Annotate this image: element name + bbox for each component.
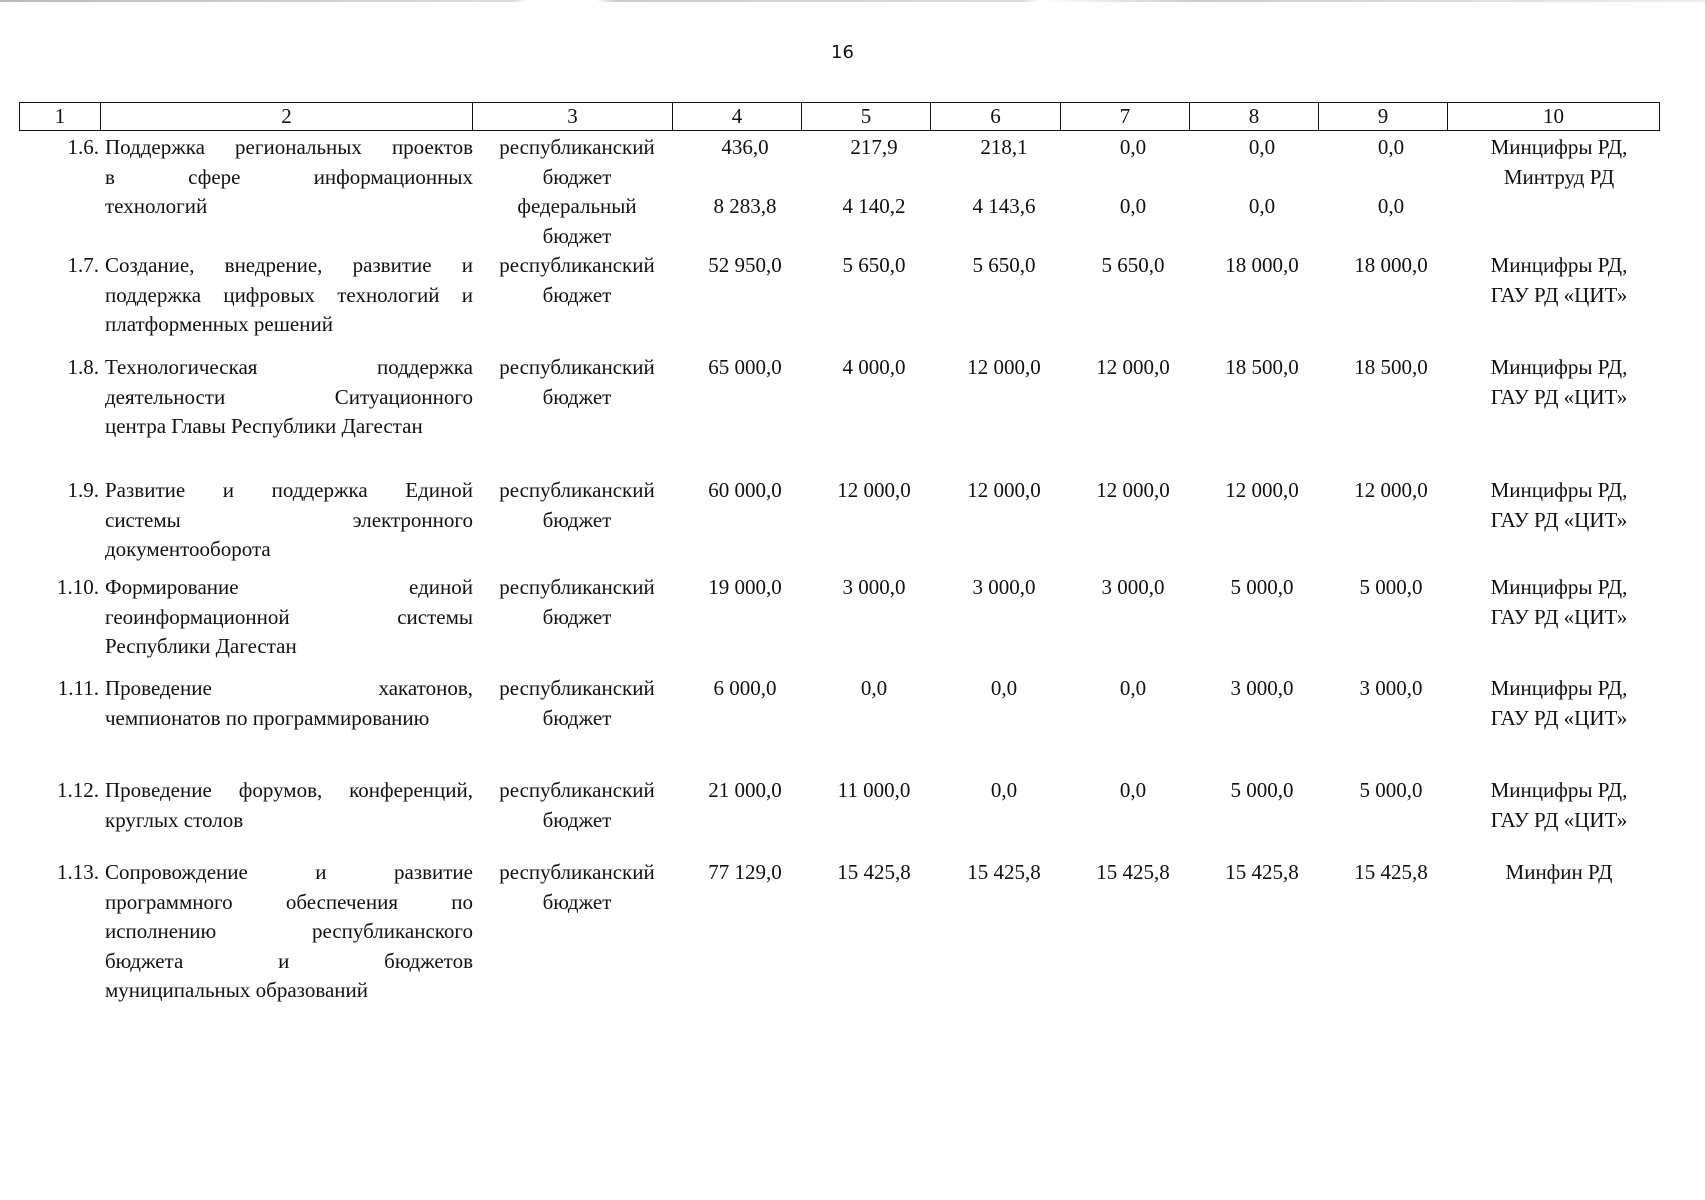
- amount-value: 0,0: [1119, 135, 1147, 159]
- measure-name-line: Развитие и поддержка Единой: [105, 478, 473, 502]
- row-number: 1.13.: [57, 860, 99, 884]
- amount-value: 0,0: [860, 676, 888, 700]
- amount-value: 12 000,0: [1354, 478, 1428, 502]
- funding-source-line: бюджет: [542, 282, 612, 307]
- funding-source-label: [481, 776, 673, 835]
- measure-name-line: Проведение форумов, конференций,: [105, 778, 473, 802]
- measure-name-line: деятельности Ситуационного: [105, 384, 473, 409]
- measure-name-line: муниципальных образований: [105, 978, 368, 1002]
- amount-value: 0,0: [990, 778, 1018, 802]
- amount-value: 15 425,8: [1354, 860, 1428, 884]
- amount-cell: [1327, 133, 1455, 251]
- amount-cell: [1069, 776, 1197, 835]
- measure-name-line: системы электронного: [105, 507, 473, 532]
- amount-value: 0,0: [990, 676, 1018, 700]
- amount-cell: [1198, 353, 1326, 412]
- amount-value: 18 000,0: [1225, 253, 1299, 277]
- measure-name-line: геоинформационной системы: [105, 604, 473, 629]
- amount-value: 11 000,0: [837, 778, 911, 802]
- funding-source-line: республиканский: [499, 355, 655, 379]
- responsible-line: Минфин РД: [1505, 860, 1613, 884]
- amount-value: 3 000,0: [1101, 575, 1165, 599]
- amount-value: 52 950,0: [708, 253, 782, 277]
- amount-value: 21 000,0: [708, 778, 782, 802]
- amount-value: 0,0: [1119, 194, 1147, 218]
- amount-cell: [681, 573, 809, 632]
- funding-source-line: бюджет: [542, 604, 612, 629]
- row-number: 1.9.: [67, 478, 99, 502]
- amount-cell: [681, 674, 809, 733]
- amount-cell: [681, 476, 809, 535]
- amount-value: 5 000,0: [1359, 778, 1423, 802]
- responsible-line: Минцифры РД,: [1490, 778, 1628, 802]
- funding-source-label: [481, 133, 673, 192]
- responsible-line: Минтруд РД: [1503, 164, 1615, 189]
- amount-value: 0,0: [1377, 194, 1405, 218]
- amount-cell: [1069, 353, 1197, 412]
- funding-source-line: республиканский: [499, 575, 655, 599]
- measure-name: [105, 133, 473, 222]
- amount-cell: [810, 858, 938, 917]
- column-header-cell: 6: [931, 103, 1061, 131]
- amount-value: 4 143,6: [972, 194, 1036, 218]
- column-header-cell: 4: [673, 103, 802, 131]
- amount-cell: [810, 573, 938, 632]
- responsible-line: Минцифры РД,: [1490, 253, 1628, 277]
- funding-source-label: [481, 858, 673, 917]
- amount-cell: [681, 133, 809, 251]
- funding-source-line: республиканский: [499, 778, 655, 802]
- amount-value: 12 000,0: [967, 355, 1041, 379]
- amount-value: 217,9: [850, 135, 898, 159]
- amount-cell: [810, 674, 938, 733]
- amount-value: 3 000,0: [842, 575, 906, 599]
- amount-value: 5 650,0: [842, 253, 906, 277]
- column-header-cell: 10: [1448, 103, 1660, 131]
- measure-name: [105, 858, 473, 1006]
- amount-cell: [1327, 858, 1455, 917]
- column-header-row: [20, 103, 1660, 131]
- responsible-line: ГАУ РД «ЦИТ»: [1490, 507, 1628, 532]
- amount-value: 5 000,0: [1230, 575, 1294, 599]
- funding-source-line: республиканский: [499, 253, 655, 277]
- amount-cell: [1198, 476, 1326, 535]
- amount-value: 3 000,0: [1359, 676, 1423, 700]
- amount-cell: [940, 476, 1068, 535]
- amount-value: 15 425,8: [1225, 860, 1299, 884]
- responsible-line: Минцифры РД,: [1490, 676, 1628, 700]
- amount-value: 5 650,0: [1101, 253, 1165, 277]
- measure-name-line: Поддержка региональных проектов: [105, 135, 473, 159]
- measure-name-line: центра Главы Республики Дагестан: [105, 414, 423, 438]
- amount-value: 18 500,0: [1225, 355, 1299, 379]
- amount-cell: [810, 476, 938, 535]
- measure-name: [105, 353, 473, 442]
- funding-source-line: республиканский: [499, 676, 655, 700]
- column-header-cell: 5: [802, 103, 931, 131]
- responsible-party: [1461, 858, 1657, 888]
- responsible-party: [1461, 476, 1657, 535]
- amount-value: 18 000,0: [1354, 253, 1428, 277]
- funding-source-label: [481, 251, 673, 310]
- funding-source-line: республиканский: [499, 135, 655, 159]
- amount-cell: [1327, 476, 1455, 535]
- amount-cell: [1198, 133, 1326, 251]
- funding-source: [481, 674, 673, 733]
- measure-name-line: исполнению республиканского: [105, 919, 473, 943]
- funding-source-line: республиканский: [499, 860, 655, 884]
- responsible-line: ГАУ РД «ЦИТ»: [1490, 282, 1628, 307]
- row-number: 1.6.: [67, 135, 99, 159]
- funding-source: [481, 776, 673, 835]
- measure-name-line: платформенных решений: [105, 312, 333, 336]
- column-header-cell: 2: [101, 103, 473, 131]
- amount-value: 8 283,8: [713, 194, 777, 218]
- measure-name-line: в сфере информационных: [105, 164, 473, 189]
- funding-source-label: [481, 476, 673, 535]
- funding-source: [481, 476, 673, 535]
- amount-cell: [940, 858, 1068, 917]
- funding-source-label: [481, 192, 673, 251]
- funding-source: [481, 251, 673, 310]
- amount-value: 5 650,0: [972, 253, 1036, 277]
- funding-source-line: бюджет: [542, 384, 612, 409]
- funding-source-label: [481, 353, 673, 412]
- amount-value: 3 000,0: [1230, 676, 1294, 700]
- amount-value: 12 000,0: [967, 478, 1041, 502]
- column-header-cell: 1: [20, 103, 101, 131]
- responsible-party: [1461, 776, 1657, 835]
- amount-value: 6 000,0: [713, 676, 777, 700]
- column-header-cell: 9: [1319, 103, 1448, 131]
- amount-cell: [1327, 573, 1455, 632]
- amount-value: 12 000,0: [1096, 355, 1170, 379]
- amount-cell: [1198, 674, 1326, 733]
- measure-name-line: Формирование единой: [105, 575, 473, 599]
- amount-value: 4 140,2: [842, 194, 906, 218]
- column-header-table: [19, 102, 1660, 131]
- row-number: 1.8.: [67, 355, 99, 379]
- responsible-party: [1461, 353, 1657, 412]
- measure-name-line: документооборота: [105, 537, 271, 561]
- amount-value: 5 000,0: [1359, 575, 1423, 599]
- amount-value: 60 000,0: [708, 478, 782, 502]
- responsible-line: ГАУ РД «ЦИТ»: [1490, 604, 1628, 629]
- funding-source: [481, 133, 673, 251]
- measure-name-line: круглых столов: [105, 807, 244, 832]
- amount-cell: [810, 353, 938, 412]
- amount-cell: [1327, 353, 1455, 412]
- amount-cell: [940, 573, 1068, 632]
- responsible-line: ГАУ РД «ЦИТ»: [1490, 807, 1628, 832]
- amount-cell: [940, 776, 1068, 835]
- amount-value: 218,1: [980, 135, 1028, 159]
- amount-value: 5 000,0: [1230, 778, 1294, 802]
- amount-cell: [681, 776, 809, 835]
- measure-name-line: программного обеспечения по: [105, 889, 473, 914]
- amount-value: 65 000,0: [708, 355, 782, 379]
- row-number: 1.11.: [57, 676, 99, 700]
- amount-cell: [1069, 858, 1197, 917]
- amount-cell: [1198, 573, 1326, 632]
- amount-value: 15 425,8: [967, 860, 1041, 884]
- amount-value: 19 000,0: [708, 575, 782, 599]
- scan-edge: [0, 0, 1705, 2]
- funding-source-line: бюджет: [542, 223, 612, 248]
- responsible-line: Минцифры РД,: [1490, 355, 1628, 379]
- amount-value: 0,0: [1119, 778, 1147, 802]
- funding-source-line: республиканский: [499, 478, 655, 502]
- responsible-party: [1461, 251, 1657, 310]
- responsible-line: Минцифры РД,: [1490, 478, 1628, 502]
- funding-source: [481, 573, 673, 632]
- amount-cell: [1327, 674, 1455, 733]
- responsible-party: [1461, 133, 1657, 192]
- measure-name-line: Республики Дагестан: [105, 634, 297, 658]
- measure-name-line: чемпионатов по программированию: [105, 705, 430, 730]
- amount-cell: [1069, 251, 1197, 310]
- funding-source-line: бюджет: [542, 705, 612, 730]
- measure-name: [105, 251, 473, 340]
- amount-cell: [1198, 776, 1326, 835]
- amount-value: 77 129,0: [708, 860, 782, 884]
- funding-source-label: [481, 674, 673, 733]
- amount-value: 4 000,0: [842, 355, 906, 379]
- funding-source: [481, 858, 673, 917]
- amount-value: 18 500,0: [1354, 355, 1428, 379]
- responsible-line: Минцифры РД,: [1490, 575, 1628, 599]
- amount-cell: [681, 251, 809, 310]
- responsible-party: [1461, 674, 1657, 733]
- amount-value: 0,0: [1248, 194, 1276, 218]
- amount-cell: [681, 353, 809, 412]
- amount-cell: [1069, 476, 1197, 535]
- measure-name-line: технологий: [105, 194, 208, 218]
- row-number: 1.12.: [57, 778, 99, 802]
- amount-value: 15 425,8: [1096, 860, 1170, 884]
- amount-value: 0,0: [1119, 676, 1147, 700]
- measure-name-line: Проведение хакатонов,: [105, 676, 473, 700]
- funding-source-line: бюджет: [542, 889, 612, 914]
- funding-source-line: бюджет: [542, 164, 612, 189]
- amount-cell: [940, 133, 1068, 251]
- measure-name-line: Создание, внедрение, развитие и: [105, 253, 473, 277]
- measure-name: [105, 674, 473, 733]
- amount-cell: [1069, 573, 1197, 632]
- amount-cell: [681, 858, 809, 917]
- amount-value: 12 000,0: [1225, 478, 1299, 502]
- measure-name-line: бюджета и бюджетов: [105, 948, 473, 973]
- amount-cell: [1069, 133, 1197, 251]
- responsible-line: ГАУ РД «ЦИТ»: [1490, 705, 1628, 730]
- responsible-line: ГАУ РД «ЦИТ»: [1490, 384, 1628, 409]
- amount-cell: [1198, 858, 1326, 917]
- amount-cell: [810, 133, 938, 251]
- amount-cell: [810, 776, 938, 835]
- row-number: 1.10.: [57, 575, 99, 599]
- amount-cell: [940, 251, 1068, 310]
- column-header-cell: 7: [1061, 103, 1190, 131]
- measure-name: [105, 776, 473, 835]
- amount-value: 12 000,0: [1096, 478, 1170, 502]
- measure-name: [105, 476, 473, 565]
- amount-cell: [1198, 251, 1326, 310]
- measure-name-line: поддержка цифровых технологий и: [105, 282, 473, 307]
- column-header-cell: 3: [473, 103, 673, 131]
- amount-value: 12 000,0: [837, 478, 911, 502]
- responsible-party: [1461, 573, 1657, 632]
- funding-source: [481, 353, 673, 412]
- amount-cell: [1327, 776, 1455, 835]
- amount-cell: [940, 353, 1068, 412]
- measure-name: [105, 573, 473, 662]
- amount-value: 0,0: [1248, 135, 1276, 159]
- amount-cell: [810, 251, 938, 310]
- amount-value: 15 425,8: [837, 860, 911, 884]
- column-header-cell: 8: [1190, 103, 1319, 131]
- funding-source-line: бюджет: [542, 807, 612, 832]
- measure-name-line: Технологическая поддержка: [105, 355, 473, 379]
- amount-value: 3 000,0: [972, 575, 1036, 599]
- responsible-line: Минцифры РД,: [1490, 135, 1628, 159]
- amount-value: 436,0: [721, 135, 769, 159]
- amount-cell: [940, 674, 1068, 733]
- page-number: 16: [831, 42, 854, 63]
- funding-source-label: [481, 573, 673, 632]
- amount-value: 0,0: [1377, 135, 1405, 159]
- funding-source-line: бюджет: [542, 507, 612, 532]
- row-number: 1.7.: [67, 253, 99, 277]
- amount-cell: [1327, 251, 1455, 310]
- measure-name-line: Сопровождение и развитие: [105, 860, 473, 884]
- amount-cell: [1069, 674, 1197, 733]
- funding-source-line: федеральный: [517, 194, 637, 218]
